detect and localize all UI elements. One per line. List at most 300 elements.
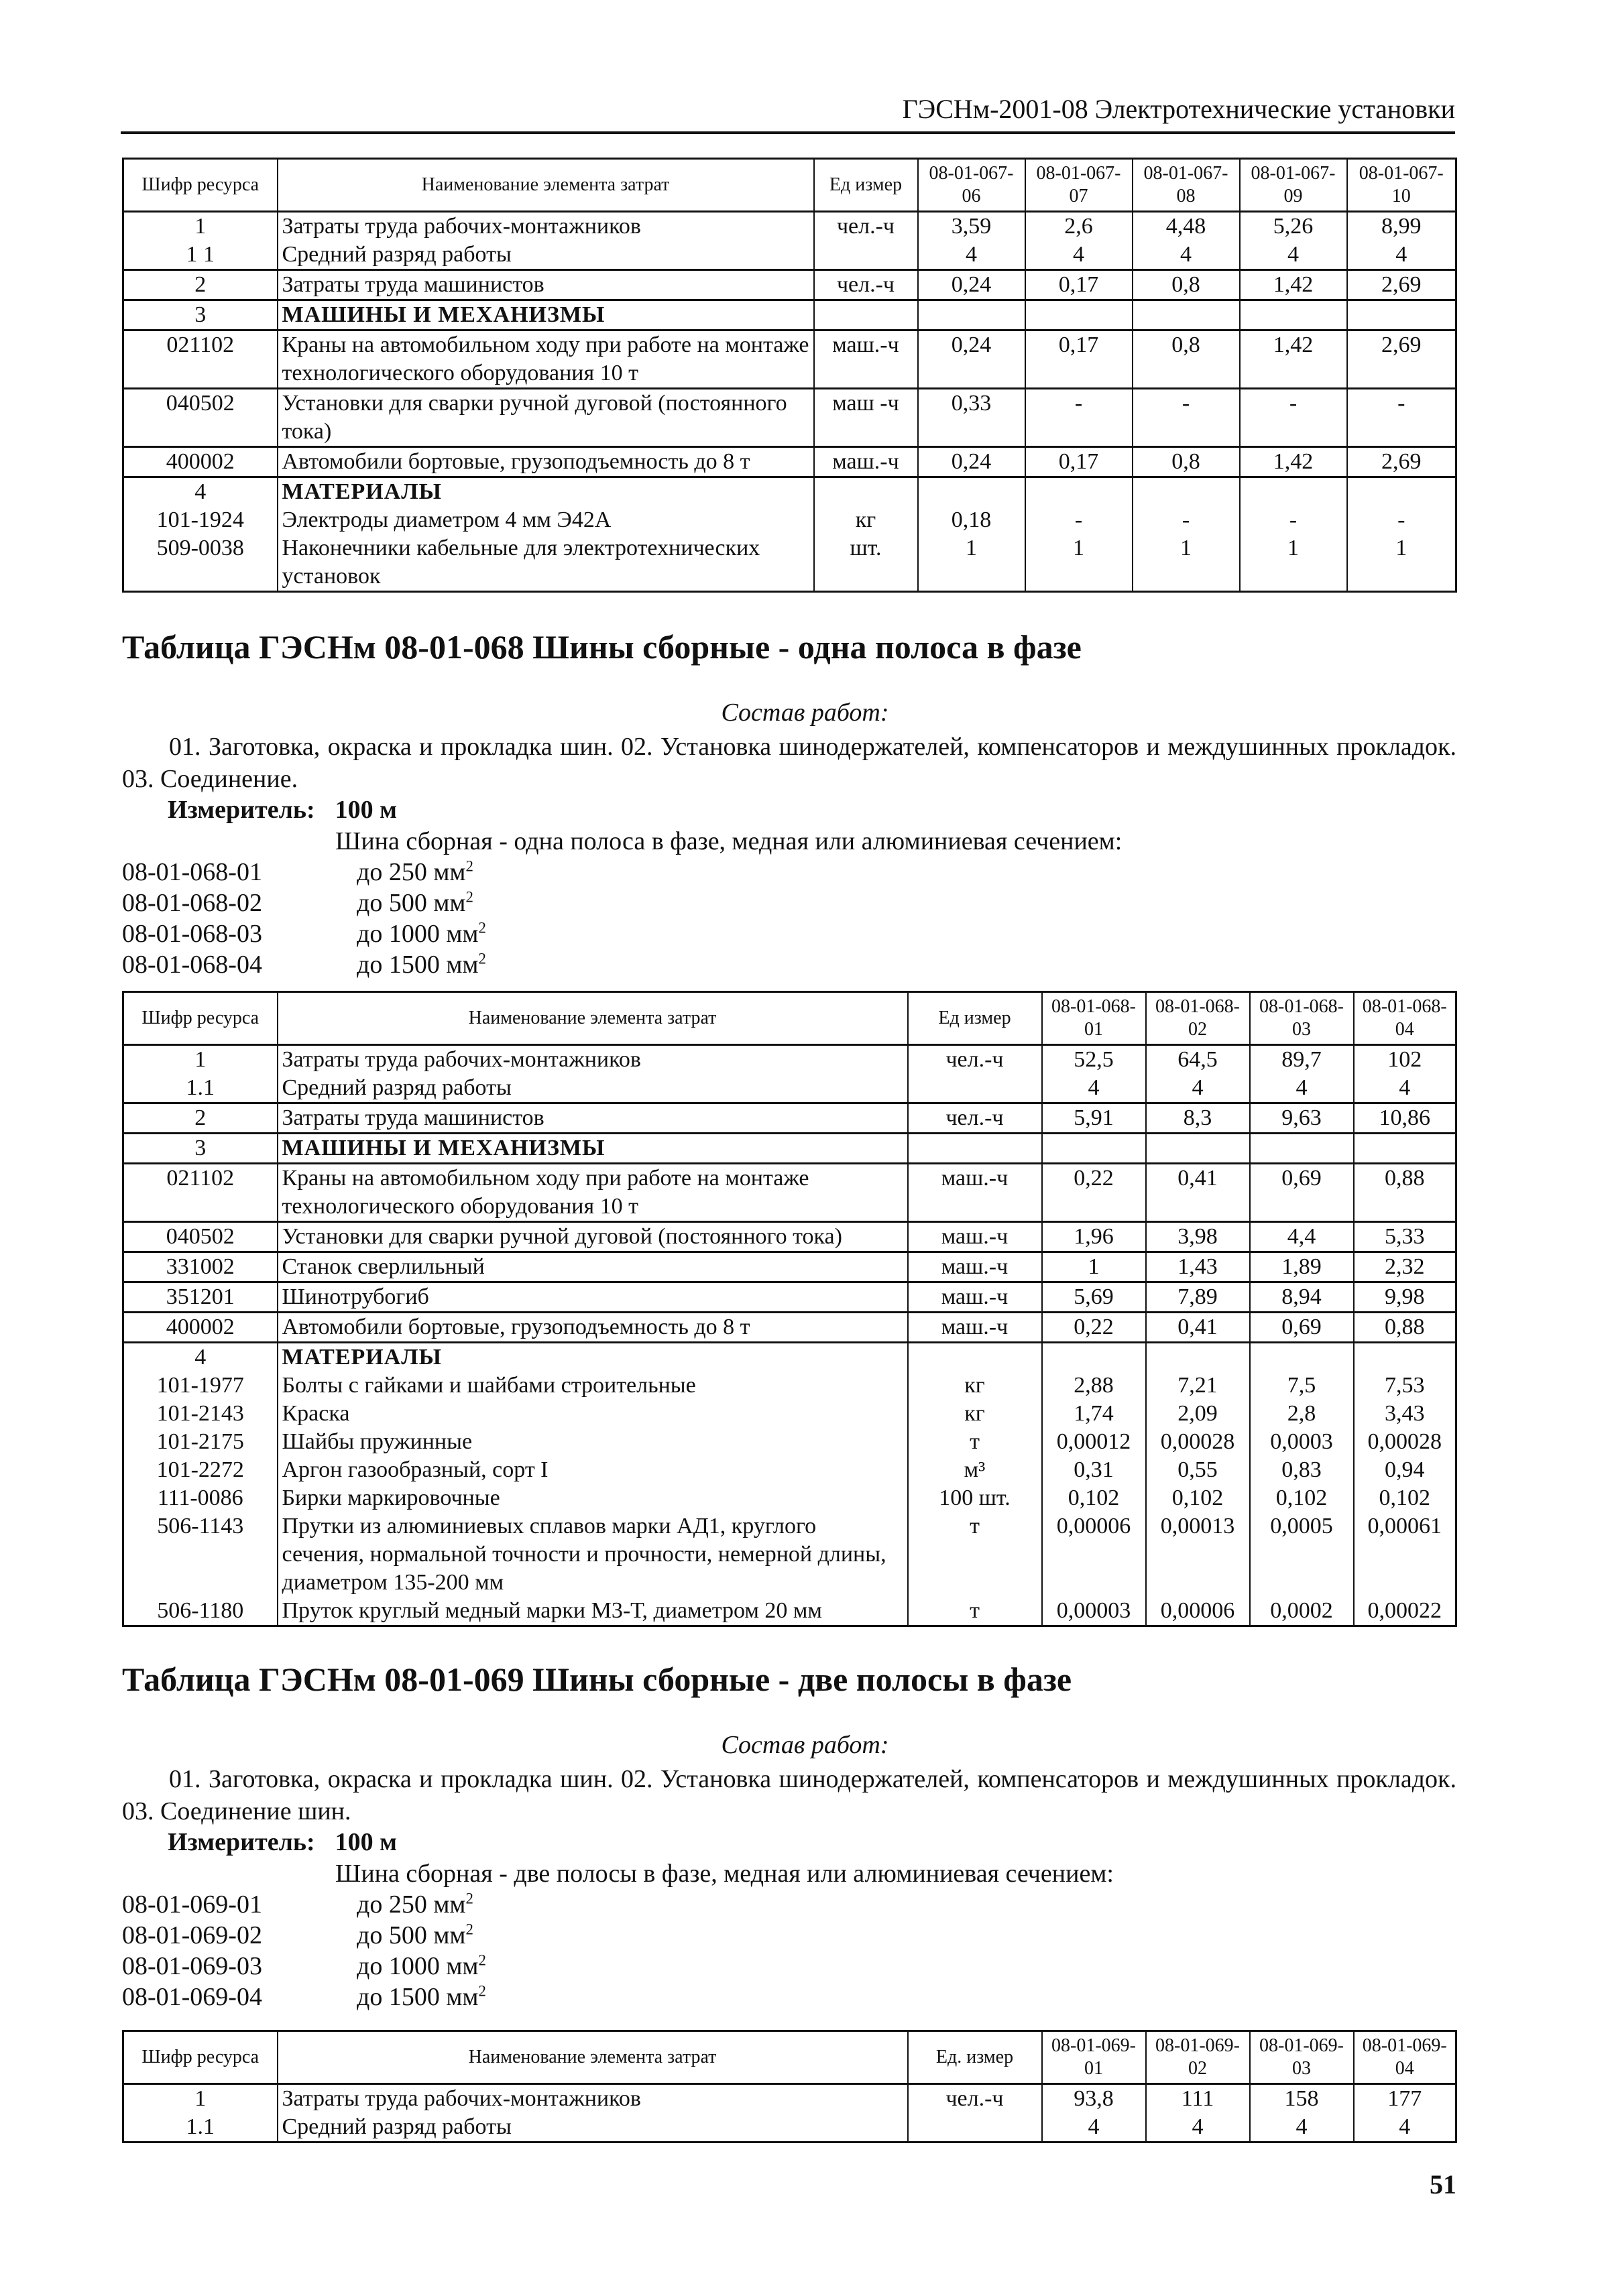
cost-element-name: Затраты труда машинистов (278, 270, 814, 300)
norm-value (918, 477, 1025, 507)
resource-code: 4 (123, 477, 278, 507)
cost-element-name: МАТЕРИАЛЫ (278, 477, 814, 507)
variants-069 (122, 1889, 486, 2012)
column-header: Наименование элемента затрат (278, 159, 814, 212)
variant-line (122, 857, 486, 888)
variant-code: 08-01-069-01 (122, 1890, 262, 1919)
resource-code: 400002 (123, 447, 278, 477)
norm-value: 8,3 (1146, 1103, 1250, 1134)
resource-code: 111-0086 (123, 1484, 278, 1512)
norm-value: 9,63 (1250, 1103, 1354, 1134)
cost-element-name: Средний разряд работы (278, 241, 814, 270)
table-row (123, 1134, 1456, 1164)
unit-superscript: 2 (465, 888, 473, 906)
table-row (123, 1484, 1456, 1512)
table-row (123, 241, 1456, 270)
unit-superscript: 2 (478, 919, 486, 936)
unit-of-measure: чел.-ч (908, 2084, 1042, 2114)
cost-element-name: Наконечники кабельные для электротехнических установок (278, 534, 814, 592)
norm-value: 4,48 (1133, 212, 1240, 241)
resource-code: 4 (123, 1343, 278, 1372)
norm-value: 102 (1354, 1045, 1456, 1075)
column-header-code: 08-01-067-06 (918, 159, 1025, 212)
norm-value: 2,69 (1347, 330, 1456, 389)
norm-value: 0,41 (1146, 1164, 1250, 1222)
table-header-row (123, 2031, 1456, 2084)
resource-code: 040502 (123, 389, 278, 447)
table-row (123, 1313, 1456, 1343)
norm-value: - (1347, 389, 1456, 447)
norm-value: 52,5 (1042, 1045, 1146, 1075)
norm-value: 8,99 (1347, 212, 1456, 241)
norm-value: 1,96 (1042, 1222, 1146, 1252)
norm-value: 1,42 (1240, 330, 1347, 389)
norm-value: 9,98 (1354, 1282, 1456, 1313)
norm-value: 0,102 (1250, 1484, 1354, 1512)
norm-value: - (1025, 389, 1133, 447)
norm-value (1025, 300, 1133, 330)
cost-table-068 (122, 991, 1457, 1627)
norm-value: 1 (918, 534, 1025, 592)
unit-of-measure: кг (814, 506, 918, 534)
unit-of-measure (814, 241, 918, 270)
table-row (123, 1400, 1456, 1428)
resource-code: 021102 (123, 1164, 278, 1222)
cost-element-name: Автомобили бортовые, грузоподъемность до 8 т (278, 447, 814, 477)
norm-value: 2,69 (1347, 447, 1456, 477)
norm-value: 4 (1250, 1074, 1354, 1103)
variant-line (122, 888, 486, 918)
norm-value: 1 (1347, 534, 1456, 592)
section-title-068: Таблица ГЭСНм 08-01-068 Шины сборные - одна полоса в фазе (122, 628, 1082, 666)
norm-value: 1,42 (1240, 270, 1347, 300)
cost-element-name: МАШИНЫ И МЕХАНИЗМЫ (278, 1134, 908, 1164)
norm-value: 0,102 (1042, 1484, 1146, 1512)
variant-text: до 250 мм (357, 858, 466, 886)
norm-value: 1 (1042, 1252, 1146, 1282)
resource-code: 101-1977 (123, 1372, 278, 1400)
norm-value: 4 (1347, 241, 1456, 270)
unit-of-measure: маш.-ч (908, 1313, 1042, 1343)
measure-label: Измеритель: (168, 1828, 315, 1856)
table-row (123, 1456, 1456, 1484)
table-row (123, 270, 1456, 300)
norm-value (1347, 477, 1456, 507)
norm-value: 0,0002 (1250, 1597, 1354, 1626)
norm-value: 0,17 (1025, 270, 1133, 300)
unit-superscript: 2 (465, 1921, 473, 1938)
resource-code: 1.1 (123, 2113, 278, 2142)
unit-of-measure (814, 477, 918, 507)
resource-code: 506-1180 (123, 1597, 278, 1626)
cost-element-name: Пруток круглый медный марки М3-Т, диаметром 20 мм (278, 1597, 908, 1626)
measure-069 (168, 1827, 397, 1858)
cost-element-name: Затраты труда рабочих-монтажников (278, 1045, 908, 1075)
resource-code: 101-2143 (123, 1400, 278, 1428)
norm-value (1025, 477, 1133, 507)
unit-of-measure: маш.-ч (814, 330, 918, 389)
resource-code: 351201 (123, 1282, 278, 1313)
unit-of-measure: шт. (814, 534, 918, 592)
norm-value: 0,00061 (1354, 1512, 1456, 1597)
norm-value: 0,17 (1025, 330, 1133, 389)
norm-value: 4 (1042, 2113, 1146, 2142)
unit-of-measure: кг (908, 1400, 1042, 1428)
resource-code: 506-1143 (123, 1512, 278, 1597)
unit-of-measure: маш.-ч (908, 1252, 1042, 1282)
column-header-code: 08-01-067-07 (1025, 159, 1133, 212)
norm-value: 5,33 (1354, 1222, 1456, 1252)
norm-value: 0,94 (1354, 1456, 1456, 1484)
variant-text: до 1500 мм (357, 951, 479, 979)
norm-value (1042, 1343, 1146, 1372)
composition-label-068: Состав работ: (721, 699, 889, 727)
norm-value: 0,00022 (1354, 1597, 1456, 1626)
variant-code: 08-01-069-03 (122, 1952, 262, 1980)
norm-value: 1,89 (1250, 1252, 1354, 1282)
norm-value: 4 (1354, 2113, 1456, 2142)
norm-value: 2,88 (1042, 1372, 1146, 1400)
norm-value: 0,00003 (1042, 1597, 1146, 1626)
column-header: Шифр ресурса (123, 992, 278, 1045)
table-row (123, 477, 1456, 507)
table-row (123, 1252, 1456, 1282)
norm-value (918, 300, 1025, 330)
description-068: Шина сборная - одна полоса в фазе, медная или алюминиевая сечением: (335, 827, 1123, 855)
variant-line (122, 1920, 486, 1951)
norm-value: 0,69 (1250, 1313, 1354, 1343)
cost-element-name: Краны на автомобильном ходу при работе на монтаже технологического оборудования 10 т (278, 1164, 908, 1222)
variant-text: до 500 мм (357, 1921, 466, 1949)
unit-of-measure (908, 2113, 1042, 2142)
norm-value: 2,8 (1250, 1400, 1354, 1428)
norm-value (1146, 1134, 1250, 1164)
resource-code: 2 (123, 270, 278, 300)
measure-068 (168, 794, 397, 825)
norm-value: 0,83 (1250, 1456, 1354, 1484)
norm-value: 0,8 (1133, 270, 1240, 300)
norm-value (1042, 1134, 1146, 1164)
norm-value: 158 (1250, 2084, 1354, 2114)
norm-value: 4 (1250, 2113, 1354, 2142)
norm-value: 4 (1042, 1074, 1146, 1103)
unit-superscript: 2 (465, 857, 473, 875)
norm-value: 0,24 (918, 270, 1025, 300)
norm-value: 89,7 (1250, 1045, 1354, 1075)
unit-of-measure: чел.-ч (814, 212, 918, 241)
unit-of-measure: т (908, 1512, 1042, 1597)
norm-value: 1 (1025, 534, 1133, 592)
norm-value: 2,6 (1025, 212, 1133, 241)
table-row (123, 212, 1456, 241)
table-row (123, 1074, 1456, 1103)
norm-value: 0,102 (1354, 1484, 1456, 1512)
norm-value: 0,0003 (1250, 1428, 1354, 1456)
unit-of-measure: т (908, 1597, 1042, 1626)
cost-table-069 (122, 2030, 1457, 2143)
section-title-069: Таблица ГЭСНм 08-01-069 Шины сборные - две полосы в фазе (122, 1660, 1072, 1698)
resource-code: 400002 (123, 1313, 278, 1343)
table-row (123, 1343, 1456, 1372)
norm-value: 2,32 (1354, 1252, 1456, 1282)
norm-value: 4 (1240, 241, 1347, 270)
measure-label: Измеритель: (168, 796, 315, 824)
column-header-code: 08-01-068-02 (1146, 992, 1250, 1045)
norm-value: 4 (1146, 1074, 1250, 1103)
unit-of-measure: 100 шт. (908, 1484, 1042, 1512)
variant-line (122, 1889, 486, 1920)
norm-value: 177 (1354, 2084, 1456, 2114)
unit-of-measure: чел.-ч (908, 1103, 1042, 1134)
norm-value (1354, 1343, 1456, 1372)
variant-text: до 250 мм (357, 1890, 466, 1919)
cost-element-name: Затраты труда рабочих-монтажников (278, 212, 814, 241)
column-header-code: 08-01-069-02 (1146, 2031, 1250, 2084)
norm-value: 0,00006 (1146, 1597, 1250, 1626)
norm-value: 0,00013 (1146, 1512, 1250, 1597)
cost-element-name: Автомобили бортовые, грузоподъемность до 8 т (278, 1313, 908, 1343)
variants-068 (122, 857, 486, 980)
variant-text: до 1000 мм (357, 1952, 479, 1980)
unit-superscript: 2 (465, 1890, 473, 1907)
column-header-code: 08-01-067-10 (1347, 159, 1456, 212)
measure-value: 100 м (335, 796, 398, 824)
norm-value: 0,55 (1146, 1456, 1250, 1484)
measure-value: 100 м (335, 1828, 398, 1856)
unit-of-measure (908, 1343, 1042, 1372)
column-header-code: 08-01-068-04 (1354, 992, 1456, 1045)
resource-code: 1 (123, 2084, 278, 2114)
norm-value: 3,43 (1354, 1400, 1456, 1428)
cost-element-name: Шайбы пружинные (278, 1428, 908, 1456)
variant-code: 08-01-069-02 (122, 1921, 262, 1949)
table-row (123, 389, 1456, 447)
norm-value: 0,102 (1146, 1484, 1250, 1512)
cost-element-name: МАШИНЫ И МЕХАНИЗМЫ (278, 300, 814, 330)
norm-value: 0,8 (1133, 330, 1240, 389)
column-header-code: 08-01-067-08 (1133, 159, 1240, 212)
norm-value (1250, 1134, 1354, 1164)
unit-of-measure (814, 300, 918, 330)
norm-value (1240, 300, 1347, 330)
resource-code: 101-2175 (123, 1428, 278, 1456)
variant-line (122, 918, 486, 949)
norm-value: 111 (1146, 2084, 1250, 2114)
variant-line (122, 1951, 486, 1982)
norm-value (1250, 1343, 1354, 1372)
resource-code: 1.1 (123, 1074, 278, 1103)
norm-value: - (1240, 389, 1347, 447)
resource-code: 101-1924 (123, 506, 278, 534)
norm-value: 0,00028 (1354, 1428, 1456, 1456)
variant-line (122, 1982, 486, 2012)
column-header-code: 08-01-069-03 (1250, 2031, 1354, 2084)
resource-code: 331002 (123, 1252, 278, 1282)
cost-element-name: Затраты труда машинистов (278, 1103, 908, 1134)
norm-value: 5,91 (1042, 1103, 1146, 1134)
norm-value: - (1347, 506, 1456, 534)
cost-element-name: МАТЕРИАЛЫ (278, 1343, 908, 1372)
unit-of-measure: кг (908, 1372, 1042, 1400)
resource-code: 1 (123, 1045, 278, 1075)
table-header-row (123, 159, 1456, 212)
column-header: Наименование элемента затрат (278, 2031, 908, 2084)
norm-value (1354, 1134, 1456, 1164)
composition-text-068: 01. Заготовка, окраска и прокладка шин. 02. Установка шинодержателей, компенсаторов и междушинных прокладок. 03. Соединение. (122, 733, 1456, 793)
norm-value: 3,98 (1146, 1222, 1250, 1252)
norm-value (1347, 300, 1456, 330)
norm-value: 3,59 (918, 212, 1025, 241)
norm-value: 0,24 (918, 330, 1025, 389)
norm-value: 8,94 (1250, 1282, 1354, 1313)
norm-value: 7,5 (1250, 1372, 1354, 1400)
cost-element-name: Средний разряд работы (278, 1074, 908, 1103)
column-header: Наименование элемента затрат (278, 992, 908, 1045)
norm-value (1240, 477, 1347, 507)
cost-element-name: Шинотрубогиб (278, 1282, 908, 1313)
norm-value: 0,33 (918, 389, 1025, 447)
table-row (123, 1045, 1456, 1075)
table-row (123, 300, 1456, 330)
resource-code: 3 (123, 1134, 278, 1164)
cost-element-name: Аргон газообразный, сорт I (278, 1456, 908, 1484)
resource-code: 3 (123, 300, 278, 330)
variant-code: 08-01-068-02 (122, 889, 262, 917)
table-row (123, 1372, 1456, 1400)
resource-code: 021102 (123, 330, 278, 389)
norm-value: 7,21 (1146, 1372, 1250, 1400)
variant-line (122, 949, 486, 980)
variant-code: 08-01-068-03 (122, 920, 262, 948)
table-row (123, 1282, 1456, 1313)
table-header-row (123, 992, 1456, 1045)
norm-value: 0,00006 (1042, 1512, 1146, 1597)
unit-of-measure: маш -ч (814, 389, 918, 447)
norm-value: - (1240, 506, 1347, 534)
norm-value (1133, 300, 1240, 330)
cost-element-name: Бирки маркировочные (278, 1484, 908, 1512)
cost-table-067 (122, 158, 1457, 593)
norm-value: 0,17 (1025, 447, 1133, 477)
norm-value: 4 (1133, 241, 1240, 270)
table-row (123, 1222, 1456, 1252)
norm-value: 1,43 (1146, 1252, 1250, 1282)
resource-code: 2 (123, 1103, 278, 1134)
norm-value: 0,18 (918, 506, 1025, 534)
norm-value: 1,42 (1240, 447, 1347, 477)
table-row (123, 1164, 1456, 1222)
norm-value: 0,8 (1133, 447, 1240, 477)
table-row (123, 506, 1456, 534)
cost-element-name: Болты с гайками и шайбами строительные (278, 1372, 908, 1400)
norm-value: 5,26 (1240, 212, 1347, 241)
column-header-code: 08-01-069-04 (1354, 2031, 1456, 2084)
table-row (123, 1597, 1456, 1626)
cost-element-name: Установки для сварки ручной дуговой (постоянного тока) (278, 389, 814, 447)
norm-value: 0,88 (1354, 1164, 1456, 1222)
norm-value: 7,89 (1146, 1282, 1250, 1313)
composition-text-069: 01. Заготовка, окраска и прокладка шин. 02. Установка шинодержателей, компенсаторов и междушинных прокладок. 03. Соединение шин. (122, 1765, 1456, 1825)
norm-value: 1 (1240, 534, 1347, 592)
norm-value: 4 (1354, 1074, 1456, 1103)
resource-code: 1 (123, 212, 278, 241)
column-header: Шифр ресурса (123, 159, 278, 212)
norm-value: 2,69 (1347, 270, 1456, 300)
table-row (123, 534, 1456, 592)
column-header-code: 08-01-068-01 (1042, 992, 1146, 1045)
norm-value: 0,24 (918, 447, 1025, 477)
unit-of-measure: маш.-ч (908, 1222, 1042, 1252)
cost-element-name: Прутки из алюминиевых сплавов марки АД1, круглого сечения, нормальной точности и прочности, немерной длины, диаметром 135-200 мм (278, 1512, 908, 1597)
column-header: Ед. измер (908, 2031, 1042, 2084)
unit-of-measure: т (908, 1428, 1042, 1456)
norm-value: 64,5 (1146, 1045, 1250, 1075)
table-row (123, 330, 1456, 389)
cost-element-name: Затраты труда рабочих-монтажников (278, 2084, 908, 2114)
column-header: Шифр ресурса (123, 2031, 278, 2084)
variant-text: до 1000 мм (357, 920, 479, 948)
resource-code: 040502 (123, 1222, 278, 1252)
norm-value: 0,00028 (1146, 1428, 1250, 1456)
composition-label-069: Состав работ: (721, 1731, 889, 1759)
norm-value: 7,53 (1354, 1372, 1456, 1400)
column-header: Ед измер (814, 159, 918, 212)
table-row (123, 2113, 1456, 2142)
variant-code: 08-01-069-04 (122, 1983, 262, 2011)
norm-value (1146, 1343, 1250, 1372)
page-header: ГЭСНм-2001-08 Электротехнические установки (121, 93, 1455, 134)
norm-value: 0,41 (1146, 1313, 1250, 1343)
column-header-code: 08-01-067-09 (1240, 159, 1347, 212)
norm-value: - (1025, 506, 1133, 534)
unit-superscript: 2 (478, 1982, 486, 2000)
table-row (123, 2084, 1456, 2114)
variant-code: 08-01-068-01 (122, 858, 262, 886)
resource-code: 101-2272 (123, 1456, 278, 1484)
unit-of-measure (908, 1074, 1042, 1103)
norm-value: 4 (1146, 2113, 1250, 2142)
table-row (123, 1512, 1456, 1597)
cost-element-name: Установки для сварки ручной дуговой (постоянного тока) (278, 1222, 908, 1252)
norm-value: 4 (918, 241, 1025, 270)
norm-value: 93,8 (1042, 2084, 1146, 2114)
variant-text: до 500 мм (357, 889, 466, 917)
norm-value: 10,86 (1354, 1103, 1456, 1134)
column-header-code: 08-01-068-03 (1250, 992, 1354, 1045)
description-069: Шина сборная - две полосы в фазе, медная или алюминиевая сечением: (335, 1860, 1114, 1888)
unit-superscript: 2 (478, 950, 486, 967)
variant-code: 08-01-068-04 (122, 951, 262, 979)
unit-of-measure (908, 1134, 1042, 1164)
norm-value: 5,69 (1042, 1282, 1146, 1313)
norm-value: 4 (1025, 241, 1133, 270)
column-header: Ед измер (908, 992, 1042, 1045)
page-number: 51 (1430, 2169, 1456, 2199)
cost-element-name: Станок сверлильный (278, 1252, 908, 1282)
norm-value: 0,0005 (1250, 1512, 1354, 1597)
unit-of-measure: маш.-ч (908, 1282, 1042, 1313)
variant-text: до 1500 мм (357, 1983, 479, 2011)
norm-value: 0,69 (1250, 1164, 1354, 1222)
norm-value: 1,74 (1042, 1400, 1146, 1428)
norm-value: 2,09 (1146, 1400, 1250, 1428)
norm-value: 0,31 (1042, 1456, 1146, 1484)
norm-value: 0,22 (1042, 1313, 1146, 1343)
cost-element-name: Краска (278, 1400, 908, 1428)
unit-of-measure: м³ (908, 1456, 1042, 1484)
unit-of-measure: маш.-ч (814, 447, 918, 477)
column-header-code: 08-01-069-01 (1042, 2031, 1146, 2084)
